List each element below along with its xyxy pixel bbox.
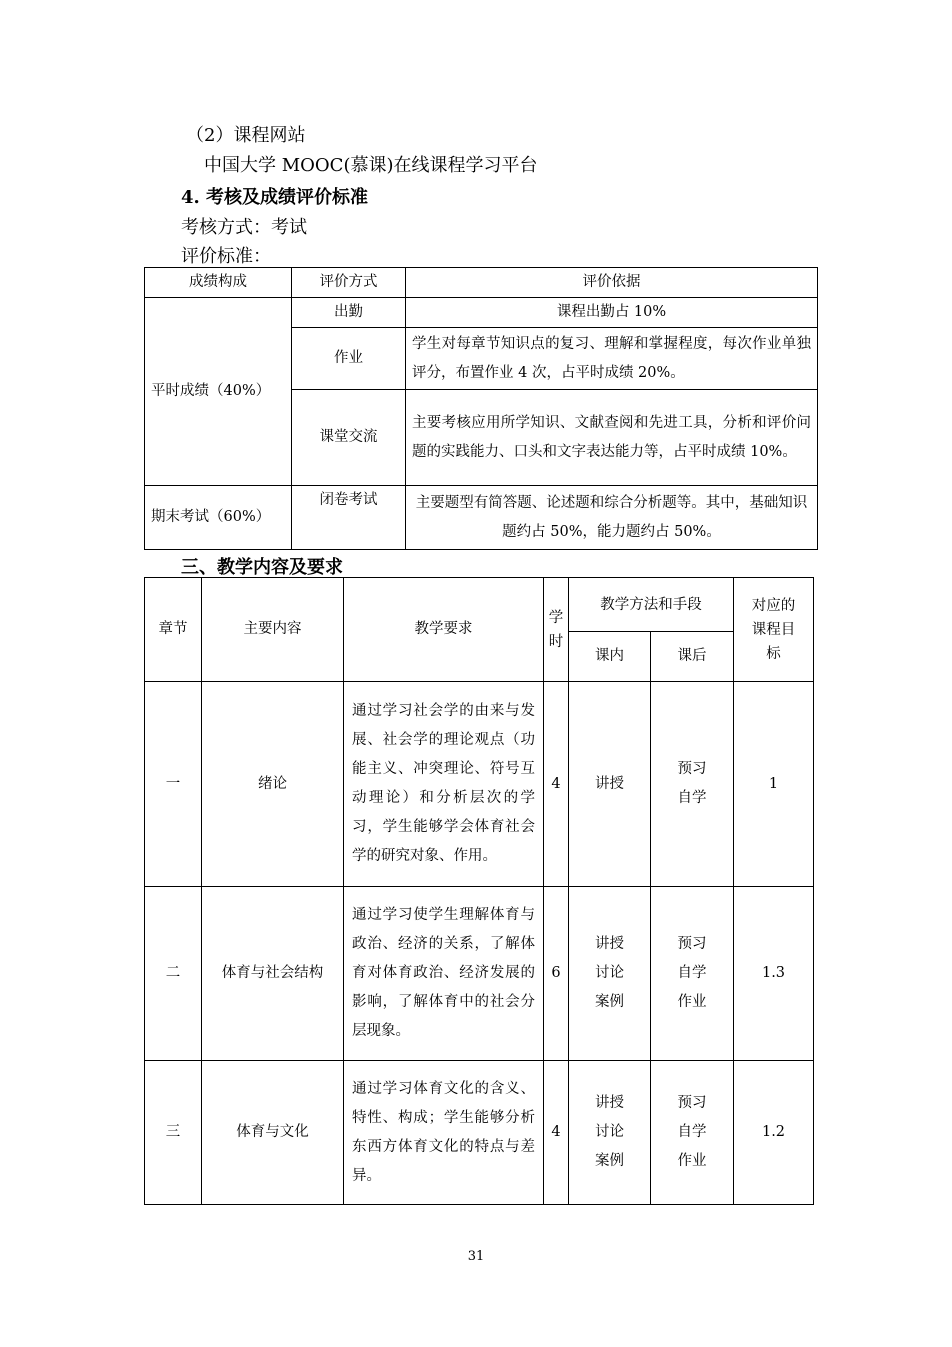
row2-hours: 6 — [544, 887, 569, 1061]
page-number: 31 — [467, 1249, 485, 1264]
eval-header-component: 成绩构成 — [145, 268, 292, 298]
teaching-content-table — [144, 577, 814, 1205]
eval-basis-homework: 学生对每章节知识点的复习、理解和掌握程度，每次作业单独评分，布置作业 4 次，占平时成绩 20%。 — [406, 328, 818, 390]
row3-requirements: 通过学习体育文化的含义、特性、构成；学生能够分析东西方体育文化的特点与差异。 — [344, 1061, 544, 1205]
row3-in-class: 讲授讨论案例 — [569, 1061, 651, 1205]
row1-hours: 4 — [544, 682, 569, 887]
criteria-label: 评价标准： — [181, 246, 271, 267]
row2-objective: 1.3 — [734, 887, 814, 1061]
website-heading: （2）课程网站 — [186, 125, 306, 146]
exam-method: 考核方式：考试 — [181, 217, 307, 238]
row2-chapter: 二 — [145, 887, 202, 1061]
header-after-class: 课后 — [651, 632, 734, 682]
row3-hours: 4 — [544, 1061, 569, 1205]
website-name: 中国大学 MOOC(慕课)在线课程学习平台 — [204, 155, 538, 176]
row3-chapter: 三 — [145, 1061, 202, 1205]
evaluation-table — [144, 267, 818, 550]
eval-method-exam: 闭卷考试 — [292, 486, 406, 550]
header-hours: 学时 — [544, 578, 569, 682]
eval-method-attendance: 出勤 — [292, 298, 406, 328]
row1-content: 绪论 — [202, 682, 344, 887]
eval-header-method: 评价方式 — [292, 268, 406, 298]
eval-method-discussion: 课堂交流 — [292, 390, 406, 486]
header-methods: 教学方法和手段 — [569, 578, 734, 632]
eval-basis-discussion: 主要考核应用所学知识、文献查阅和先进工具，分析和评价问题的实践能力、口头和文字表达能力等，占平时成绩 10%。 — [406, 390, 818, 486]
row1-in-class: 讲授 — [569, 682, 651, 887]
row2-requirements: 通过学习使学生理解体育与政治、经济的关系，了解体育对体育政治、经济发展的影响，了解体育中的社会分层现象。 — [344, 887, 544, 1061]
eval-basis-exam: 主要题型有简答题、论述题和综合分析题等。其中，基础知识题约占 50%，能力题约占 50%。 — [406, 486, 818, 550]
row1-objective: 1 — [734, 682, 814, 887]
row2-content: 体育与社会结构 — [202, 887, 344, 1061]
eval-method-homework: 作业 — [292, 328, 406, 390]
row2-in-class: 讲授讨论案例 — [569, 887, 651, 1061]
eval-component-final: 期末考试（60%） — [145, 486, 292, 550]
header-requirements: 教学要求 — [344, 578, 544, 682]
header-objectives: 对应的课程目标 — [734, 578, 814, 682]
row1-chapter: 一 — [145, 682, 202, 887]
header-in-class: 课内 — [569, 632, 651, 682]
row3-objective: 1.2 — [734, 1061, 814, 1205]
table-row — [145, 887, 814, 1061]
eval-basis-attendance: 课程出勤占 10% — [406, 298, 818, 328]
eval-header-basis: 评价依据 — [406, 268, 818, 298]
header-main-content: 主要内容 — [202, 578, 344, 682]
row3-after-class: 预习自学作业 — [651, 1061, 734, 1205]
header-chapter: 章节 — [145, 578, 202, 682]
table-row — [145, 1061, 814, 1205]
table-row — [145, 682, 814, 887]
section3-title: 三、教学内容及要求 — [181, 557, 343, 578]
section4-title: 4. 考核及成绩评价标准 — [181, 187, 369, 208]
row2-after-class: 预习自学作业 — [651, 887, 734, 1061]
row1-after-class: 预习自学 — [651, 682, 734, 887]
row3-content: 体育与文化 — [202, 1061, 344, 1205]
row1-requirements: 通过学习社会学的由来与发展、社会学的理论观点（功能主义、冲突理论、符号互动理论）和分析层次的学习，学生能够学会体育社会学的研究对象、作用。 — [344, 682, 544, 887]
eval-component-regular: 平时成绩（40%） — [145, 298, 292, 486]
